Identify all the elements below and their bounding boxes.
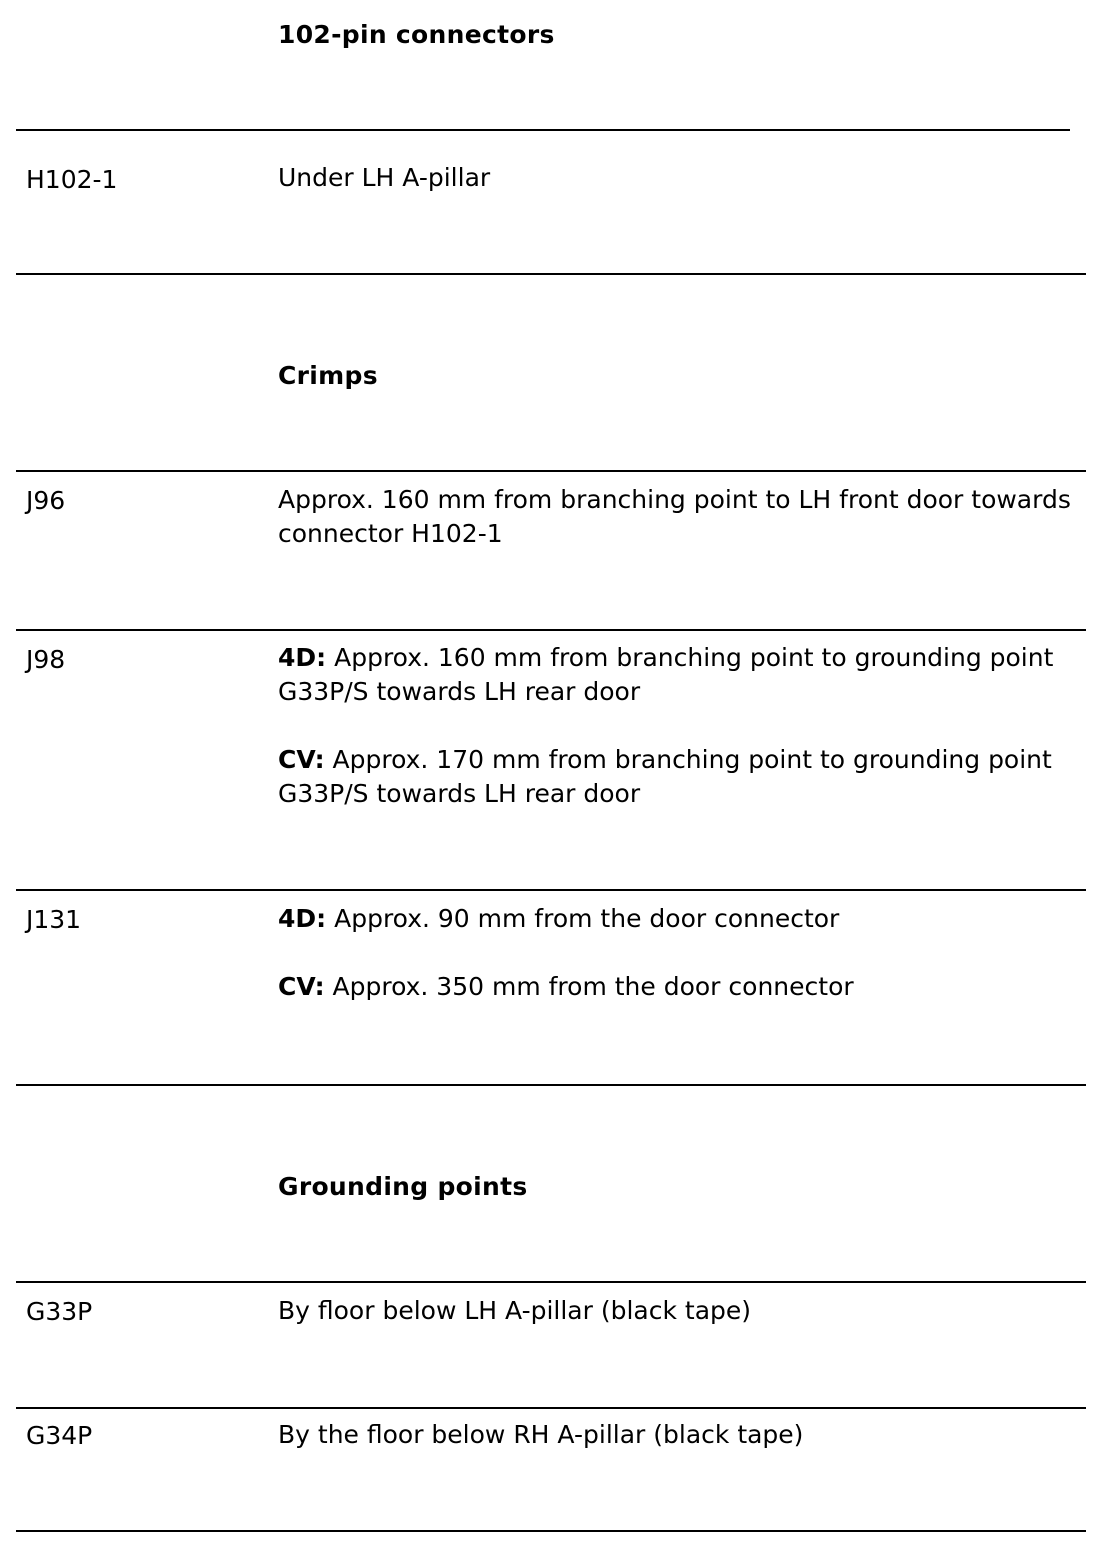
row-divider [16, 129, 1070, 131]
item-code: G34P [26, 1421, 93, 1450]
description-paragraph: 4D: Approx. 90 mm from the door connector [278, 904, 840, 933]
row-divider [16, 273, 1086, 275]
section-heading-crimps: Crimps [278, 361, 378, 390]
item-code: J131 [26, 905, 82, 934]
description-paragraph: Under LH A-pillar [278, 163, 491, 192]
row-divider [16, 470, 1086, 472]
item-code: H102-1 [26, 165, 118, 194]
description-paragraph: Approx. 160 mm from branching point to LH front door towards connector H102-1 [278, 485, 1071, 548]
row-divider [16, 629, 1086, 631]
item-code: J98 [26, 645, 66, 674]
item-description [278, 1418, 1098, 1452]
description-paragraph: By floor below LH A-pillar (black tape) [278, 1296, 752, 1325]
item-description [278, 641, 1098, 811]
row-divider [16, 1281, 1086, 1283]
item-description [278, 161, 1098, 195]
item-code: G33P [26, 1297, 93, 1326]
row-divider [16, 1084, 1086, 1086]
item-description [278, 902, 1098, 1004]
section-heading-grounding: Grounding points [278, 1172, 528, 1201]
row-divider [16, 1407, 1086, 1409]
description-paragraph: CV: Approx. 170 mm from branching point to grounding point G33P/S towards LH rear door [278, 745, 1052, 808]
section-heading-connectors: 102-pin connectors [278, 20, 555, 49]
description-paragraph: By the floor below RH A-pillar (black tape) [278, 1420, 804, 1449]
description-paragraph: CV: Approx. 350 mm from the door connector [278, 972, 854, 1001]
item-code: J96 [26, 486, 66, 515]
row-divider [16, 889, 1086, 891]
description-paragraph: 4D: Approx. 160 mm from branching point to grounding point G33P/S towards LH rear door [278, 643, 1054, 706]
item-description [278, 1294, 1098, 1328]
item-description [278, 483, 1098, 551]
row-divider [16, 1530, 1086, 1532]
